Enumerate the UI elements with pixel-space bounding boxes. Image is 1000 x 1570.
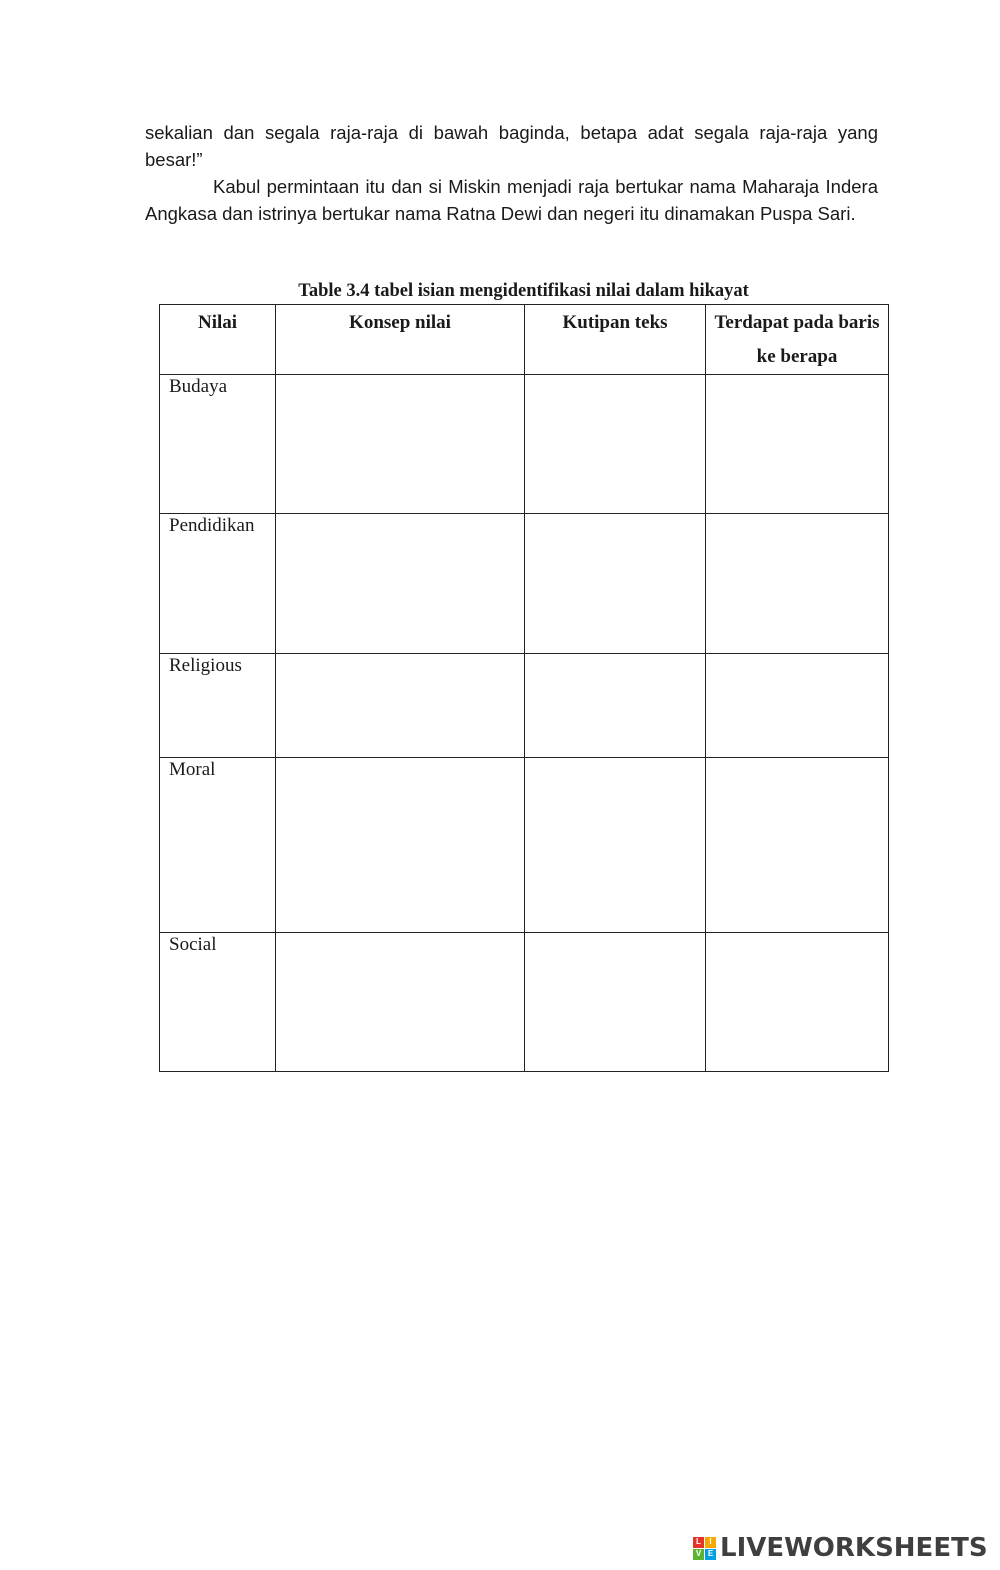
header-konsep-nilai: Konsep nilai <box>276 305 525 375</box>
values-table <box>159 304 889 1072</box>
baris-input-cell[interactable] <box>706 514 889 654</box>
logo-letter-v: V <box>693 1549 704 1560</box>
liveworksheets-logo-icon <box>693 1537 716 1560</box>
kutipan-input-cell[interactable] <box>525 654 706 758</box>
table-caption: Table 3.4 tabel isian mengidentifikasi nilai dalam hikayat <box>298 281 749 301</box>
logo-letter-l: L <box>693 1537 704 1548</box>
baris-input-cell[interactable] <box>706 933 889 1072</box>
header-kutipan-teks: Kutipan teks <box>525 305 706 375</box>
nilai-cell: Pendidikan <box>160 514 276 654</box>
paragraph-2: Kabul permintaan itu dan si Miskin menjadi raja bertukar nama Maharaja Indera Angkasa dan istrinya bertukar nama Ratna Dewi dan negeri itu dinamakan Puspa Sari. <box>145 176 878 224</box>
baris-input-cell[interactable] <box>706 375 889 514</box>
nilai-cell: Budaya <box>160 375 276 514</box>
logo-letter-i: I <box>705 1537 716 1548</box>
logo-letter-e: E <box>705 1549 716 1560</box>
table-row <box>160 654 889 758</box>
paragraph-1: sekalian dan segala raja-raja di bawah baginda, betapa adat segala raja-raja yang besar!” <box>145 122 878 170</box>
logo-text: LIVEWORKSHEETS <box>720 1533 988 1563</box>
table-row <box>160 758 889 933</box>
kutipan-input-cell[interactable] <box>525 514 706 654</box>
kutipan-input-cell[interactable] <box>525 758 706 933</box>
kutipan-input-cell[interactable] <box>525 933 706 1072</box>
konsep-input-cell[interactable] <box>276 654 525 758</box>
nilai-cell: Religious <box>160 654 276 758</box>
table-row <box>160 933 889 1072</box>
table-row <box>160 514 889 654</box>
nilai-cell: Moral <box>160 758 276 933</box>
header-terdapat-pada-baris: Terdapat pada baris ke berapa <box>706 305 889 375</box>
baris-input-cell[interactable] <box>706 758 889 933</box>
konsep-input-cell[interactable] <box>276 375 525 514</box>
header-nilai: Nilai <box>160 305 276 375</box>
baris-input-cell[interactable] <box>706 654 889 758</box>
konsep-input-cell[interactable] <box>276 933 525 1072</box>
liveworksheets-logo <box>693 1531 988 1565</box>
table-row <box>160 375 889 514</box>
nilai-cell: Social <box>160 933 276 1072</box>
konsep-input-cell[interactable] <box>276 514 525 654</box>
kutipan-input-cell[interactable] <box>525 375 706 514</box>
konsep-input-cell[interactable] <box>276 758 525 933</box>
table-header-row <box>160 305 889 375</box>
